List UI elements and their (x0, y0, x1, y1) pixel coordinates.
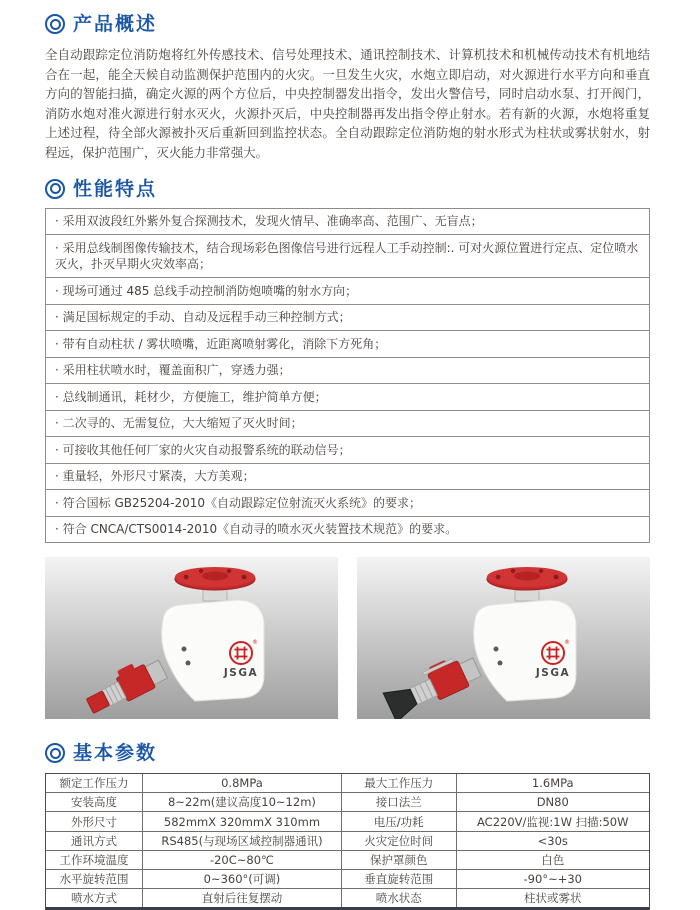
param-label: 安装高度 (46, 793, 142, 812)
table-row (46, 889, 649, 908)
param-value: DN80 (456, 793, 649, 812)
param-value: AC220V/监视:1W 扫描:50W (456, 812, 649, 831)
product-photo-spray-jet (357, 557, 650, 719)
section-header-overview (45, 12, 650, 36)
table-row (46, 870, 649, 889)
feature-item: · 采用双波段红外紫外复合探测技术，发现火情早、准确率高、范围广、无盲点； (46, 209, 649, 236)
feature-item: · 可接收其他任何厂家的火灾自动报警系统的联动信号； (46, 437, 649, 464)
param-label: 外形尺寸 (46, 812, 142, 831)
section-title-overview: 产品概述 (73, 13, 158, 35)
logo-text: JSGA (223, 667, 259, 680)
bullseye-icon (45, 743, 65, 763)
param-label: 工作环境温度 (46, 850, 142, 869)
param-value: <30s (456, 831, 649, 850)
param-value: -90°~+30 (456, 870, 649, 889)
param-label: 垂直旋转范围 (341, 870, 456, 889)
parameters-table (46, 774, 649, 907)
param-label: 额定工作压力 (46, 774, 142, 793)
section-header-params (45, 741, 650, 765)
feature-list (45, 208, 650, 544)
overview-paragraph: 全自动跟踪定位消防炮将红外传感技术、信号处理技术、通讯控制技术、计算机技术和机械传动技术有机地结合在一起，能全天候自动监测保护范围内的火灾。一旦发生火灾，水炮立即启动，对火源进行水平方向和垂直方向的智能扫描，确定火源的两个方位后，中央控制器发出指令，发出火警信号，同时启动水泵、打开阀门，消防水炮对准火源进行射水灭火，火源扑灭后，中央控制器再发出指令停止射水。若有新的火源，水炮将重复上述过程，待全部火源被扑灭后重新回到监控状态。全自动跟踪定位消防炮的射水形式为柱状或雾状射水，射程远，保护范围广，灭火能力非常强大。 (45, 47, 650, 160)
feature-item: · 现场可通过 485 总线手动控制消防炮喷嘴的射水方向； (46, 278, 649, 305)
registered-mark: ® (564, 639, 570, 647)
param-value: 白色 (456, 850, 649, 869)
table-row (46, 850, 649, 869)
feature-item: · 采用总线制图像传输技术，结合现场彩色图像信号进行远程人工手动控制:. 可对火源位置进行定点、定位喷水灭火，扑灭早期火灾效率高； (46, 235, 649, 278)
param-value: 0.8MPa (142, 774, 341, 793)
feature-item: · 二次寻的、无需复位，大大缩短了灭火时间； (46, 411, 649, 438)
feature-item: · 满足国标规定的手动、自动及远程手动三种控制方式； (46, 305, 649, 332)
param-label: 通讯方式 (46, 831, 142, 850)
bullseye-icon (45, 179, 65, 199)
table-row (46, 793, 649, 812)
param-value: 582mmX 320mmX 310mm (142, 812, 341, 831)
table-row (46, 831, 649, 850)
bullseye-icon (45, 14, 65, 34)
param-label: 最大工作压力 (341, 774, 456, 793)
registered-mark: ® (252, 639, 258, 647)
product-photos (45, 557, 650, 719)
param-label: 水平旋转范围 (46, 870, 142, 889)
table-row (46, 774, 649, 793)
feature-item: · 总线制通讯，耗材少，方便施工，维护简单方便； (46, 384, 649, 411)
feature-item: · 带有自动柱状 / 雾状喷嘴，近距离喷射雾化，消除下方死角； (46, 331, 649, 358)
param-label: 电压/功耗 (341, 812, 456, 831)
product-photo-column-jet (45, 557, 338, 719)
feature-item: · 符合国标 GB25204-2010《自动跟踪定位射流灭火系统》的要求； (46, 490, 649, 517)
feature-item: · 采用柱状喷水时，覆盖面积广，穿透力强； (46, 358, 649, 385)
param-value: 1.6MPa (456, 774, 649, 793)
section-title-params: 基本参数 (73, 742, 158, 765)
param-label: 保护罩颜色 (341, 850, 456, 869)
logo-text: JSGA (535, 667, 571, 680)
parameters-table-wrapper (45, 773, 650, 910)
param-label: 火灾定位时间 (341, 831, 456, 850)
table-row (46, 812, 649, 831)
param-label: 喷水方式 (46, 889, 142, 908)
param-value: 0~360°(可调) (142, 870, 341, 889)
param-value: 直射后往复摆动 (142, 889, 341, 908)
section-title-features: 性能特点 (73, 177, 158, 200)
section-header-features (45, 177, 650, 201)
param-value: 8~22m(建议高度10~12m) (142, 793, 341, 812)
param-value: 柱状或雾状 (456, 889, 649, 908)
feature-item: · 重量轻，外形尺寸紧凑，大方美观； (46, 464, 649, 491)
feature-item: · 符合 CNCA/CTS0014-2010《自动寻的喷水灭火装置技术规范》的要求。 (55, 522, 458, 537)
param-label: 喷水状态 (341, 889, 456, 908)
param-label: 接口法兰 (341, 793, 456, 812)
param-value: RS485(与现场区域控制器通讯) (142, 831, 341, 850)
param-value: -20C~80℃ (142, 850, 341, 869)
